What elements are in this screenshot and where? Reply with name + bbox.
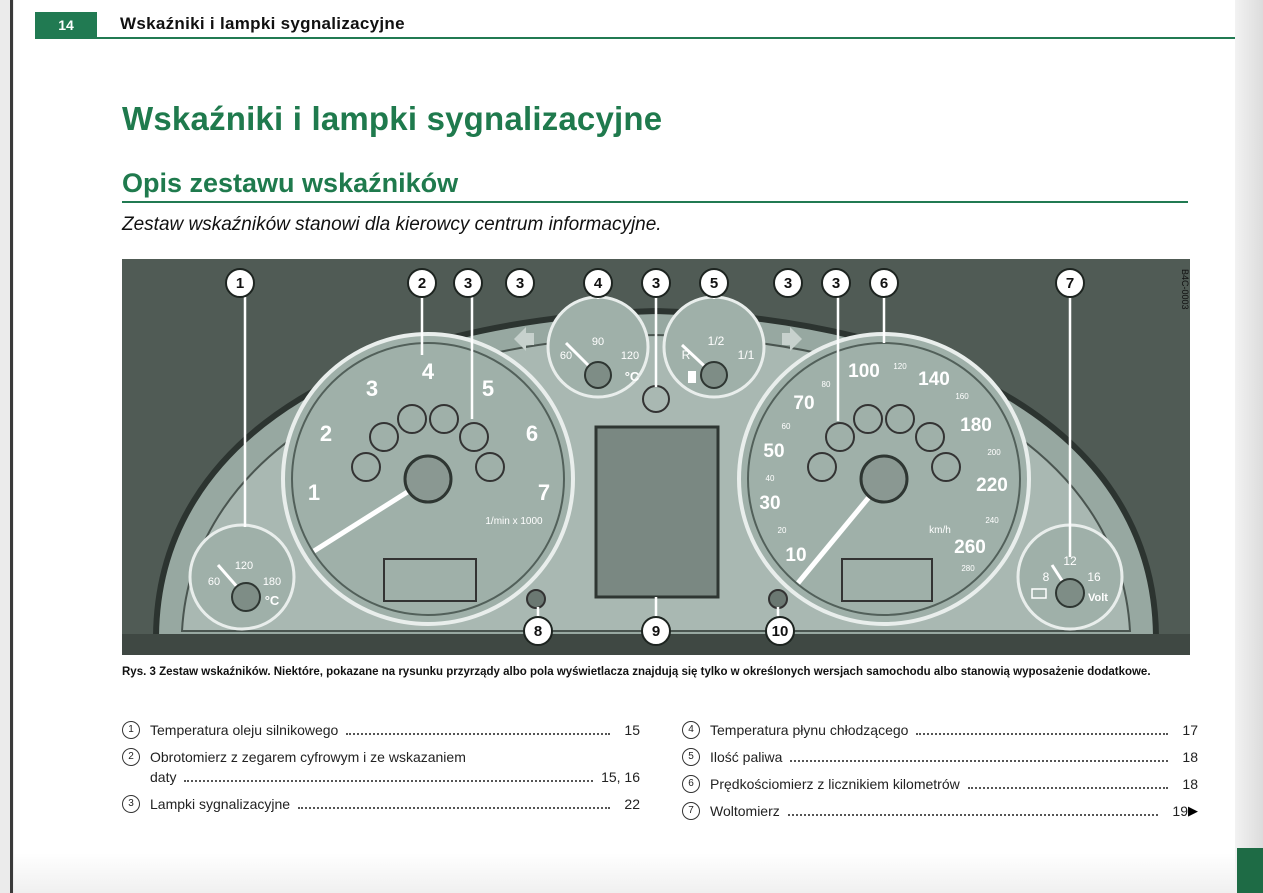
- volt-label: 16: [1087, 570, 1101, 584]
- tacho-label: 3: [365, 376, 379, 401]
- speedometer: [739, 334, 1029, 624]
- coolant-label: 90: [591, 336, 605, 348]
- callout-8: 8: [533, 623, 543, 640]
- legend-number: 4: [682, 721, 700, 739]
- speedo-minor: 80: [821, 380, 831, 389]
- legend-text: Ilość paliwa: [710, 749, 783, 765]
- page-ref[interactable]: 15, 16: [601, 769, 640, 785]
- legend-item: [122, 720, 640, 740]
- fuel-label: R: [681, 348, 691, 362]
- legend-item: [682, 774, 1198, 794]
- callout-3: 3: [783, 275, 793, 292]
- speedo-minor: 120: [893, 362, 907, 371]
- legend-text-cont: daty: [150, 769, 177, 785]
- tacho-label: 1: [307, 480, 321, 505]
- legend-item: [122, 747, 640, 787]
- fuel-pump-icon: [688, 371, 696, 383]
- intro-text: Zestaw wskaźników stanowi dla kierowcy centrum informacyjne.: [122, 214, 662, 235]
- page-binding-line: [10, 0, 13, 893]
- legend-number: 6: [682, 775, 700, 793]
- tacho-label: 5: [481, 376, 495, 401]
- volt-label: 8: [1042, 570, 1050, 584]
- legend-text: Temperatura oleju silnikowego: [150, 722, 339, 738]
- legend-item: [682, 720, 1198, 740]
- legend-list-right: [682, 720, 1198, 828]
- callout-6: 6: [879, 275, 889, 292]
- speedo-minor: 160: [955, 392, 969, 401]
- legend-number: 1: [122, 721, 140, 739]
- fuel-label: 1/1: [737, 348, 755, 362]
- callout-10: 10: [771, 623, 789, 640]
- coolant-label: 60: [559, 350, 573, 362]
- speedo-label: 180: [960, 415, 992, 436]
- callout-1: 1: [235, 275, 245, 292]
- section-rule: [122, 201, 1188, 203]
- page-ref[interactable]: 17: [1182, 722, 1198, 738]
- tacho-unit: 1/min x 1000: [485, 516, 543, 527]
- callout-9: 9: [651, 623, 661, 640]
- oil-label: 120: [234, 560, 254, 572]
- header-rule: [35, 37, 1235, 39]
- page-bottom-shadow: [14, 853, 1235, 893]
- speedo-label: 70: [793, 393, 815, 414]
- legend-text: Prędkościomierz z licznikiem kilometrów: [710, 776, 960, 792]
- legend-item: [682, 747, 1198, 767]
- speedo-label: 10: [785, 545, 807, 566]
- fuel-gauge: [664, 297, 764, 397]
- legend-list-left: [122, 720, 640, 821]
- running-header: Wskaźniki i lampki sygnalizacyjne: [120, 14, 405, 33]
- callout-3: 3: [651, 275, 661, 292]
- legend-text: Temperatura płynu chłodzącego: [710, 722, 909, 738]
- speedo-label: 30: [759, 493, 781, 514]
- figure-code: B4C-0003: [1180, 269, 1190, 310]
- page-number-badge: 14: [35, 12, 97, 38]
- tacho-label: 2: [319, 421, 333, 446]
- legend-text: Lampki sygnalizacyjne: [150, 796, 291, 812]
- page-ref[interactable]: 18: [1182, 776, 1198, 792]
- callout-3: 3: [831, 275, 841, 292]
- caption-label: Rys. 3: [122, 666, 156, 678]
- speedo-minor: 60: [781, 422, 791, 431]
- central-display: [596, 427, 718, 597]
- legend-number: 2: [122, 748, 140, 766]
- speedo-label: 140: [918, 369, 950, 390]
- page-ref[interactable]: 18: [1182, 749, 1198, 765]
- continue-arrow-icon: ▶: [1188, 803, 1198, 818]
- page-title: Wskaźniki i lampki sygnalizacyjne: [122, 100, 663, 137]
- speedo-label: 100: [848, 361, 880, 382]
- speedo-minor: 200: [987, 448, 1001, 457]
- page-ref[interactable]: 22: [624, 796, 640, 812]
- trip-reset-knob: [527, 590, 545, 608]
- tacho-label: 6: [525, 421, 539, 446]
- tachometer: [283, 334, 573, 624]
- oil-label: 60: [207, 576, 221, 588]
- callout-7: 7: [1065, 275, 1075, 292]
- volt-unit: Volt: [1088, 592, 1108, 604]
- legend-number: 5: [682, 748, 700, 766]
- legend-number: 7: [682, 802, 700, 820]
- callout-4: 4: [593, 275, 603, 292]
- fuel-label: 1/2: [707, 334, 725, 348]
- page-ref[interactable]: 15: [624, 722, 640, 738]
- speedo-minor: 280: [961, 564, 975, 573]
- legend-text: Woltomierz: [710, 803, 780, 819]
- speedo-minor: 240: [985, 516, 999, 525]
- figure-caption: [122, 664, 1188, 680]
- oil-unit: °C: [264, 593, 280, 608]
- instrument-cluster-figure: [122, 259, 1190, 655]
- legend-item: [682, 801, 1198, 821]
- speedo-minor: 40: [765, 474, 775, 483]
- legend-text: Obrotomierz z zegarem cyfrowym i ze wskazaniem: [150, 749, 466, 765]
- speedo-label: 50: [763, 441, 785, 462]
- speedo-label: 220: [976, 475, 1008, 496]
- oil-label: 180: [262, 576, 282, 588]
- coolant-unit: °C: [624, 369, 640, 384]
- coolant-label: 120: [620, 350, 640, 362]
- caption-text: Zestaw wskaźników. Niektóre, pokazane na rysunku przyrządy albo pola wyświetlacza znajdują się tylko w określonych wersjach samochodu albo stanowią wyposażenie dodatkowe.: [159, 666, 1151, 678]
- coolant-gauge: [548, 297, 648, 397]
- callout-3: 3: [515, 275, 525, 292]
- section-title: Opis zestawu wskaźników: [122, 168, 459, 198]
- speedo-minor: 20: [777, 526, 787, 535]
- tacho-label: 7: [537, 480, 551, 505]
- speedo-label: 260: [954, 537, 986, 558]
- legend-item: [122, 794, 640, 814]
- callout-5: 5: [709, 275, 719, 292]
- callout-3: 3: [463, 275, 473, 292]
- callout-2: 2: [417, 275, 427, 292]
- speedo-unit: km/h: [929, 525, 951, 536]
- page-edge-right: [1235, 0, 1263, 893]
- oil-temp-gauge: [190, 525, 294, 629]
- legend-number: 3: [122, 795, 140, 813]
- tacho-label: 4: [421, 359, 435, 384]
- clock-adjust-knob: [769, 590, 787, 608]
- volt-label: 12: [1063, 554, 1077, 568]
- page-thumb-tab: [1237, 848, 1263, 893]
- page-ref[interactable]: 19: [1172, 803, 1188, 819]
